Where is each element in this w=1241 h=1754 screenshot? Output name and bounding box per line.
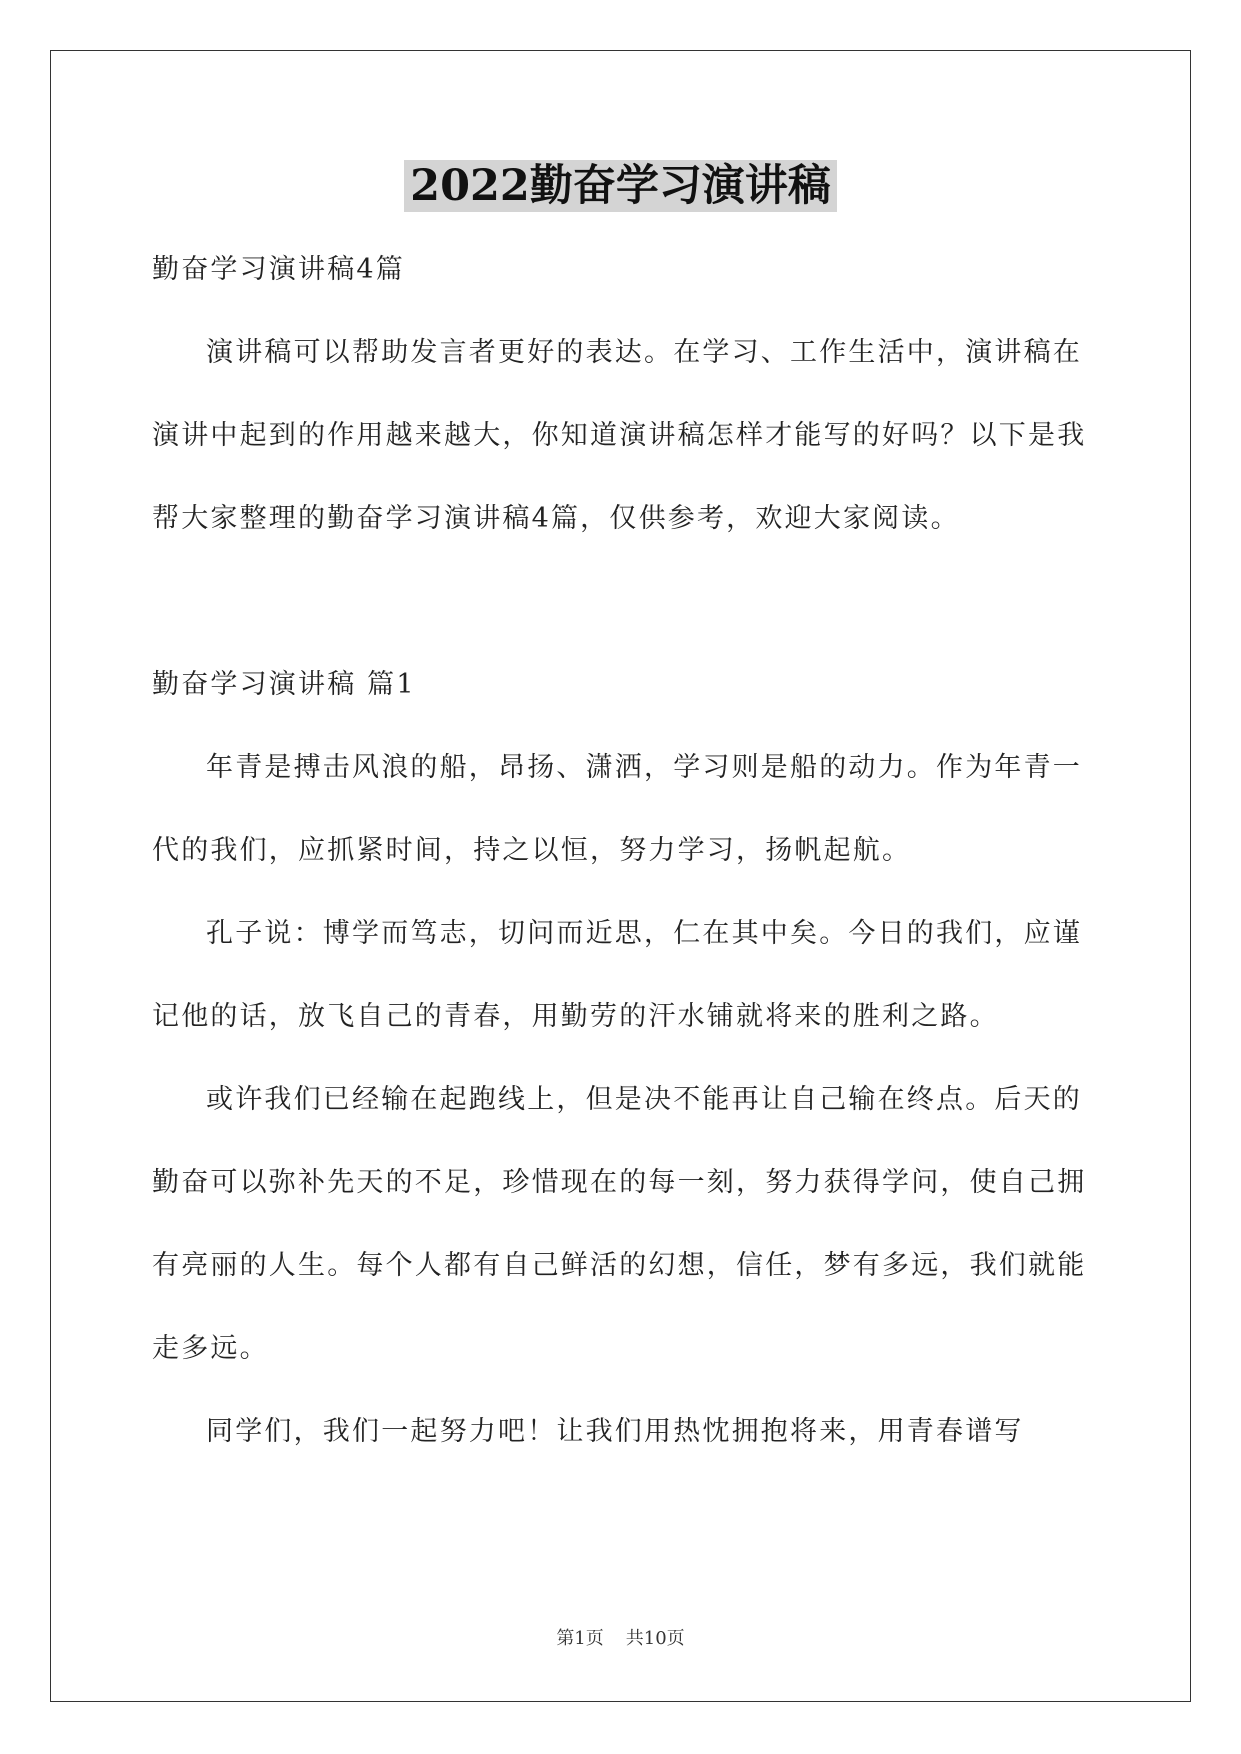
document-title-text: 2022勤奋学习演讲稿 <box>404 160 837 212</box>
section-heading: 勤奋学习演讲稿 篇1 <box>152 669 416 700</box>
body-paragraph: 孔子说：博学而笃志，切问而近思，仁在其中矣。今日的我们，应谨记他的话，放飞自己的青春，用勤劳的汗水铺就将来的胜利之路。 <box>152 918 1082 1032</box>
intro-paragraph: 演讲稿可以帮助发言者更好的表达。在学习、工作生活中，演讲稿在演讲中起到的作用越来越大，你知道演讲稿怎样才能写的好吗？以下是我帮大家整理的勤奋学习演讲稿4篇，仅供参考，欢迎大家阅读。 <box>152 337 1087 534</box>
page-number: 第1页 <box>556 1628 604 1649</box>
body-paragraph: 同学们，我们一起努力吧！让我们用热忱拥抱将来，用青春谱写 <box>206 1416 1024 1447</box>
body-paragraph: 年青是搏击风浪的船，昂扬、潇洒，学习则是船的动力。作为年青一代的我们，应抓紧时间，持之以恒，努力学习，扬帆起航。 <box>152 752 1082 866</box>
body-paragraph: 或许我们已经输在起跑线上，但是决不能再让自己输在终点。后天的勤奋可以弥补先天的不足，珍惜现在的每一刻，努力获得学问，使自己拥有亮丽的人生。每个人都有自己鲜活的幻想，信任，梦有多远，我们就能走多远。 <box>152 1084 1087 1364</box>
subtitle: 勤奋学习演讲稿4篇 <box>152 254 405 285</box>
section-spacer <box>152 560 1092 643</box>
page-footer <box>0 1627 1241 1651</box>
document-body <box>152 228 1092 1473</box>
page-total: 共10页 <box>625 1628 685 1649</box>
document-title <box>0 160 1241 213</box>
